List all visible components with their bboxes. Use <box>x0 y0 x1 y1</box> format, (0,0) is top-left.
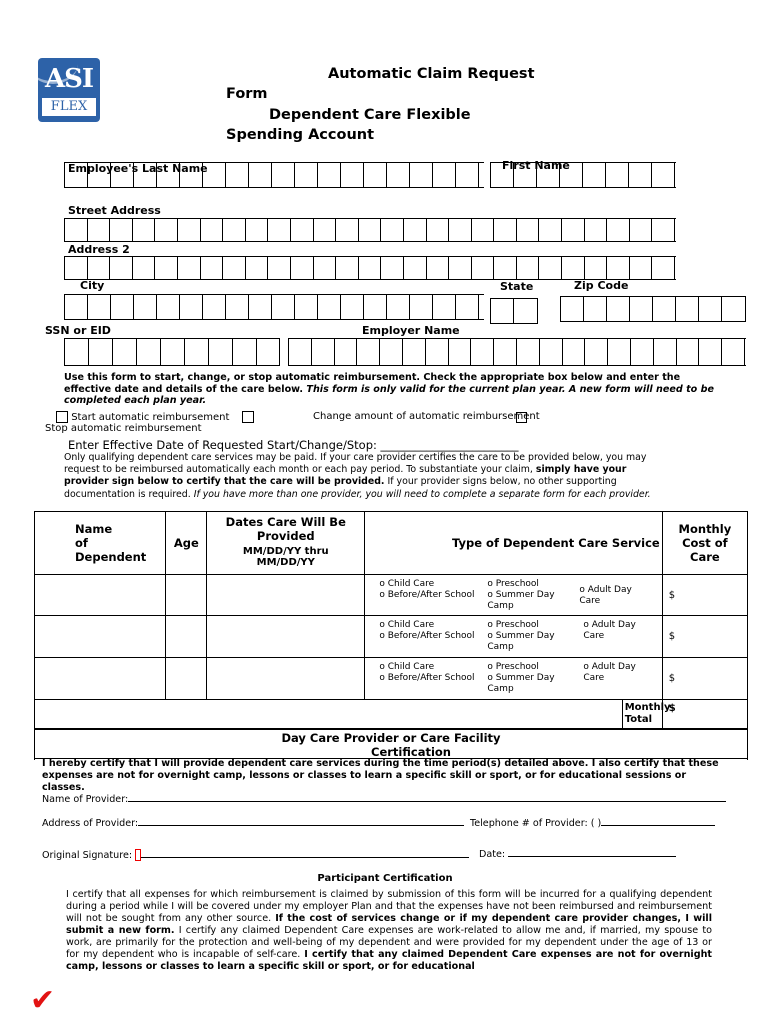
state-label: State <box>500 280 534 293</box>
option-preschool[interactable]: o Preschool <box>487 620 539 630</box>
option-adult-day-care[interactable]: o Adult Day Care <box>583 620 636 641</box>
header-dates <box>207 512 365 575</box>
effective-date-label: Enter Effective Date of Requested Start/Change/Stop: <box>68 438 377 452</box>
provider-phone-field[interactable] <box>470 818 715 829</box>
employer-label: Employer Name <box>362 324 460 337</box>
option-child-care[interactable]: o Child Care <box>379 620 435 630</box>
checkmark-icon: ✔ <box>30 983 56 1018</box>
cost-cell[interactable]: $ <box>662 658 747 700</box>
employer-boxes[interactable] <box>288 338 746 366</box>
city-label: City <box>80 279 105 292</box>
header-dates-format: MM/DD/YY thru MM/DD/YY <box>242 546 329 568</box>
provider-phone-label: Telephone # of Provider: ( ) <box>470 818 602 829</box>
dates-cell[interactable] <box>207 658 365 700</box>
instructions <box>64 372 728 407</box>
city-boxes[interactable] <box>64 294 484 320</box>
option-before-after[interactable]: o Before/After School <box>379 589 475 600</box>
effective-date-line[interactable]: ________________________ <box>380 438 519 452</box>
option-summer-camp[interactable]: o Summer Day Camp <box>487 673 555 694</box>
provider-heading-1: Day Care Provider or Care Facility <box>281 731 501 745</box>
service-col-1[interactable] <box>379 662 487 695</box>
title-line-3: Dependent Care Flexible <box>269 107 471 123</box>
option-start[interactable] <box>56 411 229 423</box>
logo-text-bottom: FLEX <box>42 98 96 116</box>
service-col-2[interactable] <box>487 620 583 653</box>
option-change-label: Change amount of automatic reimbursement <box>313 411 540 422</box>
provider-address-line[interactable] <box>138 825 464 826</box>
option-preschool[interactable]: o Preschool <box>487 578 539 589</box>
option-child-care[interactable]: o Child Care <box>379 578 435 589</box>
state-boxes[interactable] <box>490 298 538 324</box>
participant-a: I certify that all expenses for which reimbursement is claimed by submission of this form will be incurred for a qualifying dependent during a period while I will be covered under my employer Plan and that the expenses have not been reimbursed and reimbursement will not be sought from any other source. <box>66 889 712 924</box>
provider-phone-line[interactable] <box>601 825 715 826</box>
age-cell[interactable] <box>166 658 207 700</box>
last-name-label: Employee's Last Name <box>68 162 208 175</box>
participant-c: I certify any claimed Dependent Care expenses are work-related to allow me and, if married, my spouse to work, are primarily for the protection and well-being of my dependent and were provided for my dependent under the age of 13 or for my dependent who is incapable of self-care. <box>66 925 712 960</box>
ssn-boxes[interactable] <box>64 338 280 366</box>
eligibility-p1: Only qualifying dependent care services may be paid. If your care provider certifies the care to be provided below, you may request to be reimbursed automatically each month or each pay period. To substantiate your claim, <box>64 452 647 476</box>
signature-label: Original Signature: <box>42 850 133 861</box>
service-col-1[interactable] <box>379 579 487 612</box>
header-age: Age <box>166 512 207 575</box>
provider-heading-2: Certification <box>371 745 451 759</box>
provider-signature-field[interactable] <box>42 849 469 861</box>
service-cell[interactable] <box>365 616 662 658</box>
header-cost: Monthly Cost of Care <box>662 512 747 575</box>
eligibility-text <box>64 452 664 501</box>
cost-cell[interactable]: $ <box>662 575 747 616</box>
signature-marker-icon <box>135 849 141 861</box>
service-col-1[interactable] <box>379 620 487 653</box>
zip-boxes[interactable] <box>560 296 746 322</box>
change-checkbox[interactable] <box>242 411 254 423</box>
table-row[interactable] <box>35 575 748 616</box>
participant-d: I certify that any claimed Dependent Care expenses are not for overnight camp, lessons or classes to learn a specific skill or sport, or for educational <box>66 949 712 972</box>
table-row[interactable] <box>35 658 748 700</box>
eligibility-p3: If your provider signs below, no other supporting documentation is required. <box>64 476 617 500</box>
table-header-row <box>35 512 748 575</box>
header-dates-title: Dates Care Will Be Provided <box>225 515 346 543</box>
title-line-4: Spending Account <box>226 127 375 143</box>
participant-heading: Participant Certification <box>317 873 453 884</box>
option-summer-camp[interactable]: o Summer Day Camp <box>487 589 555 611</box>
option-start-label: Start automatic reimbursement <box>71 412 230 423</box>
eligibility-p2: simply have your provider sign below to certify that the care will be provided. <box>64 464 627 488</box>
total-cost-cell[interactable]: $ <box>662 700 747 729</box>
option-adult-day-care[interactable]: o Adult Day Care <box>583 662 636 683</box>
provider-date-line[interactable] <box>508 856 676 857</box>
provider-heading-box <box>34 729 748 760</box>
address2-boxes[interactable] <box>64 256 676 280</box>
participant-statement <box>66 889 712 973</box>
service-cell[interactable] <box>365 575 662 616</box>
header-type: Type of Dependent Care Service <box>365 512 662 575</box>
total-spacer <box>35 700 365 729</box>
title-line-2: Form <box>226 86 268 102</box>
age-cell[interactable] <box>166 616 207 658</box>
logo-text-top: ASI <box>44 64 94 94</box>
provider-date-field[interactable] <box>479 849 676 860</box>
dates-cell[interactable] <box>207 616 365 658</box>
signature-line[interactable] <box>141 857 469 858</box>
total-label-cell <box>365 700 671 729</box>
option-stop-label: Stop automatic reimbursement <box>45 423 202 434</box>
cost-cell[interactable]: $ <box>662 616 747 658</box>
provider-name-field[interactable] <box>42 794 740 805</box>
option-before-after[interactable]: o Before/After School <box>379 673 475 683</box>
dependent-name-cell[interactable] <box>35 616 166 658</box>
service-col-2[interactable] <box>487 579 579 612</box>
total-row <box>35 700 748 729</box>
ssn-label: SSN or EID <box>45 324 111 337</box>
option-before-after[interactable]: o Before/After School <box>379 631 475 641</box>
provider-address-label: Address of Provider: <box>42 818 139 829</box>
street-boxes[interactable] <box>64 218 676 242</box>
effective-date[interactable] <box>68 438 519 452</box>
zip-label: Zip Code <box>574 279 629 292</box>
participant-b: If the cost of services change or if my dependent care provider changes, I will submit a new form. <box>66 913 712 936</box>
dependent-care-table <box>34 511 748 729</box>
option-summer-camp[interactable]: o Summer Day Camp <box>487 631 555 652</box>
asi-flex-logo <box>38 58 100 122</box>
table-row[interactable] <box>35 616 748 658</box>
dates-cell[interactable] <box>207 575 365 616</box>
title-line-1: Automatic Claim Request <box>328 66 535 82</box>
provider-name-label: Name of Provider: <box>42 794 129 805</box>
header-name: Name of Dependent <box>35 512 166 575</box>
service-col-2[interactable] <box>487 662 583 695</box>
stop-checkbox[interactable] <box>516 412 527 423</box>
dependent-name-cell[interactable] <box>35 575 166 616</box>
total-label: Monthly Total <box>622 700 662 728</box>
address2-label: Address 2 <box>68 243 130 256</box>
provider-date-label: Date: <box>479 849 506 860</box>
street-label: Street Address <box>68 204 161 217</box>
start-checkbox[interactable] <box>56 411 68 423</box>
instructions-part1: Use this form to start, change, or stop automatic reimbursement. Check the appropriate box below and enter the effective date and details of the care below. <box>64 372 681 395</box>
option-adult-day-care[interactable]: o Adult Day Care <box>579 584 632 606</box>
instructions-part2: This form is only valid for the current plan year. A new form will need to be completed each plan year. <box>64 383 714 407</box>
provider-address-field[interactable] <box>42 818 464 829</box>
provider-name-line[interactable] <box>128 801 726 802</box>
option-preschool[interactable]: o Preschool <box>487 662 539 672</box>
service-cell[interactable] <box>365 658 662 700</box>
eligibility-p4: If you have more than one provider, you will need to complete a separate form for each provider. <box>193 488 651 500</box>
age-cell[interactable] <box>166 575 207 616</box>
first-name-label: First Name <box>502 159 570 172</box>
provider-statement: I hereby certify that I will provide dependent care services during the time period(s) detailed above. I also certify that these expenses are not for overnight camp, lessons or classes to learn a specific skill or sport, or for educational sessions or classes. <box>42 758 719 793</box>
dependent-name-cell[interactable] <box>35 658 166 700</box>
option-child-care[interactable]: o Child Care <box>379 662 435 672</box>
